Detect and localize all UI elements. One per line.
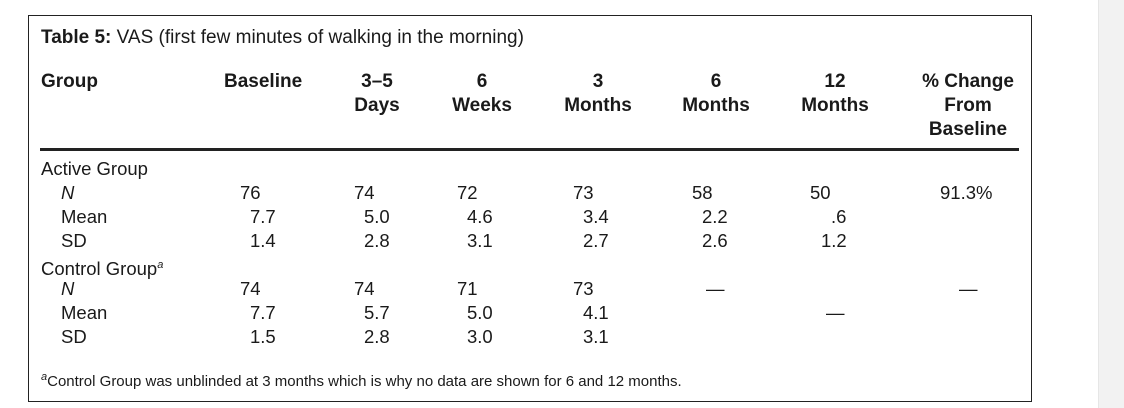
cell-active-sd-6w: 3.1 — [467, 230, 493, 251]
cell-control-n-6m: — — [706, 278, 725, 299]
row-label-n: N — [61, 278, 75, 299]
row-label-mean: Mean — [61, 206, 108, 227]
cell-active-mean-baseline: 7.7 — [250, 206, 276, 227]
cell-active-mean-6m: 2.2 — [702, 206, 728, 227]
cell-control-n-3-5d: 74 — [354, 278, 375, 299]
cell-control-sd-3-5d: 2.8 — [364, 326, 390, 347]
table-title: VAS (first few minutes of walking in the morning) — [116, 27, 524, 48]
cell-active-mean-12m: .6 — [831, 206, 847, 227]
header-rule — [40, 148, 1019, 151]
cell-control-sd-baseline: 1.5 — [250, 326, 276, 347]
cell-active-n-3-5d: 74 — [354, 182, 375, 203]
table-footnote — [41, 371, 682, 390]
cell-active-n-6m: 58 — [692, 182, 713, 203]
cell-control-mean-3m: 4.1 — [583, 302, 609, 323]
cell-control-n-6w: 71 — [457, 278, 478, 299]
footnote-marker: a — [41, 371, 48, 383]
group-label-control: Control Group$^a$ — [41, 258, 164, 280]
table-caption — [41, 27, 524, 49]
table-label: Table 5: — [41, 27, 112, 48]
cell-active-sd-12m: 1.2 — [821, 230, 847, 251]
cell-active-n-baseline: 76 — [240, 182, 261, 203]
footnote-marker: a — [157, 259, 164, 271]
header-12-months: 12 Months — [801, 71, 869, 116]
header-group: Group — [41, 71, 98, 92]
cell-control-mean-baseline: 7.7 — [250, 302, 276, 323]
header-baseline: Baseline — [224, 71, 303, 92]
footnote-text: Control Group was unblinded at 3 months which is why no data are shown for 6 and 12 months. — [47, 373, 682, 390]
header-3-months: 3 Months — [564, 71, 632, 116]
row-label-sd: SD — [61, 230, 87, 251]
cell-active-sd-3m: 2.7 — [583, 230, 609, 251]
cell-control-sd-3m: 3.1 — [583, 326, 609, 347]
header-6-weeks: 6 Weeks — [452, 71, 512, 116]
row-label-sd: SD — [61, 326, 87, 347]
cell-active-sd-baseline: 1.4 — [250, 230, 276, 251]
cell-control-n-pct: — — [959, 278, 978, 299]
header-pct-change: % Change From Baseline — [922, 71, 1014, 140]
cell-control-mean-3-5d: 5.7 — [364, 302, 390, 323]
cell-control-n-3m: 73 — [573, 278, 594, 299]
cell-active-mean-3-5d: 5.0 — [364, 206, 390, 227]
cell-active-mean-3m: 3.4 — [583, 206, 609, 227]
scrollbar-edge — [1098, 0, 1099, 408]
cell-active-sd-6m: 2.6 — [702, 230, 728, 251]
scrollbar-track[interactable] — [1098, 0, 1124, 408]
row-label-n: N — [61, 182, 75, 203]
cell-active-n-6w: 72 — [457, 182, 478, 203]
header-3-5-days: 3–5 Days — [354, 71, 400, 116]
cell-control-n-baseline: 74 — [240, 278, 261, 299]
cell-active-n-pct: 91.3% — [940, 182, 993, 203]
table-frame — [28, 15, 1032, 402]
cell-active-mean-6w: 4.6 — [467, 206, 493, 227]
header-6-months: 6 Months — [682, 71, 750, 116]
cell-control-mean-6w: 5.0 — [467, 302, 493, 323]
cell-active-n-3m: 73 — [573, 182, 594, 203]
cell-active-sd-3-5d: 2.8 — [364, 230, 390, 251]
row-label-mean: Mean — [61, 302, 108, 323]
cell-control-mean-12m: — — [826, 302, 845, 323]
cell-active-n-12m: 50 — [810, 182, 831, 203]
cell-control-sd-6w: 3.0 — [467, 326, 493, 347]
group-label-active: Active Group — [41, 158, 148, 179]
